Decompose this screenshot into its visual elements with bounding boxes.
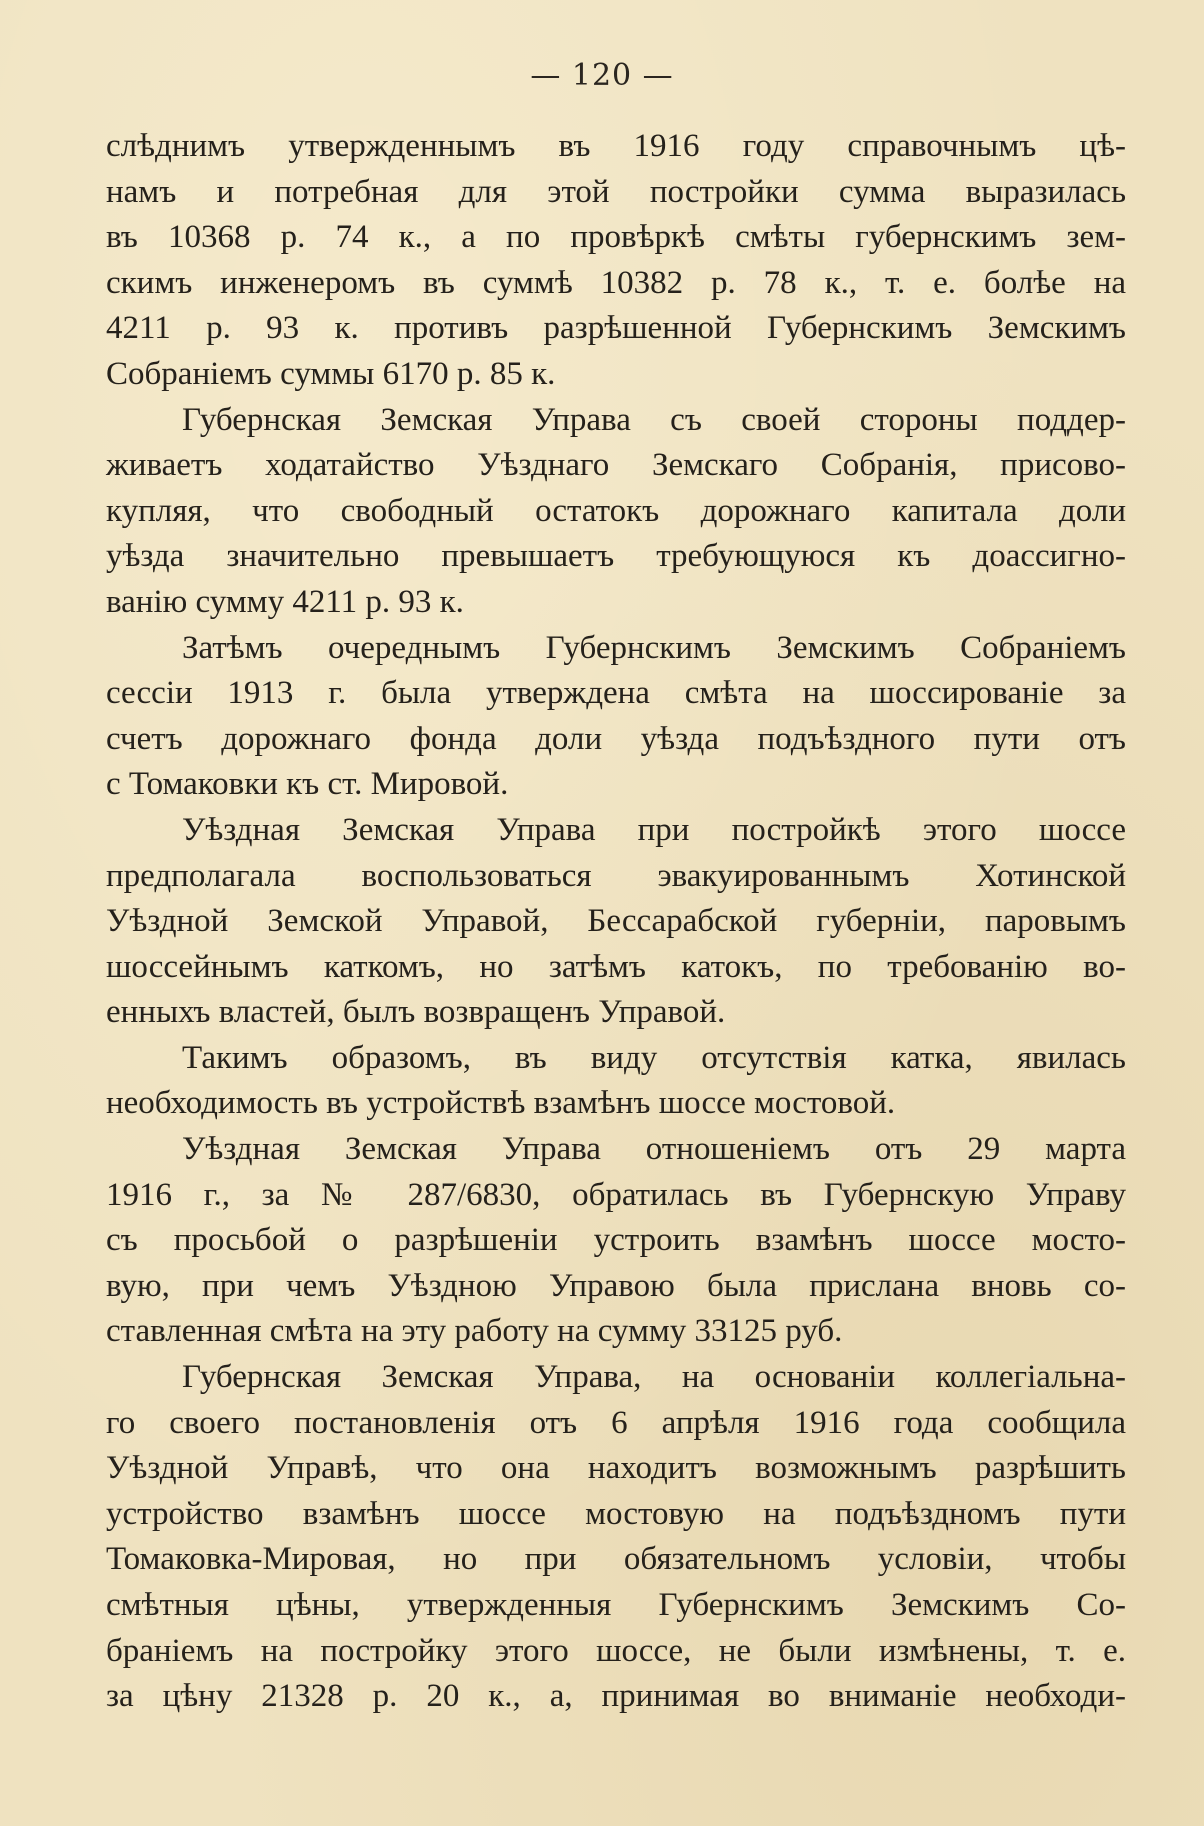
- text-line: смѣтныя цѣны, утвержденныя Губернскимъ Земскимъ Со-: [106, 1587, 1126, 1623]
- text-line: вую, при чемъ Уѣздною Управою была прислана вновь со-: [106, 1267, 1126, 1304]
- text-line: го своего постановленія отъ 6 апрѣля 1916 года сообщила: [106, 1404, 1126, 1441]
- text-line: Томаковка-Мировая, но при обязательномъ условіи, чтобы: [106, 1541, 1126, 1578]
- text-line: уѣзда значительно превышаетъ требующуюся къ доассигно-: [106, 538, 1126, 575]
- text-line: Уѣздной Управѣ, что она находитъ возможнымъ разрѣшить: [106, 1450, 1126, 1487]
- text-line: счетъ дорожнаго фонда доли уѣзда подъѣздного пути отъ: [106, 720, 1126, 757]
- paragraph: [106, 808, 1126, 1036]
- text-line: с Томаковки къ ст. Мировой.: [106, 766, 509, 803]
- text-line: 4211 р. 93 к. противъ разрѣшенной Губернскимъ Земскимъ: [106, 310, 1126, 347]
- text-line: сессіи 1913 г. была утверждена смѣта на шоссированіе за: [106, 675, 1126, 712]
- paragraph: [106, 124, 1126, 398]
- text-line: Уѣздной Земской Управой, Бессарабской губерніи, паровымъ: [106, 903, 1126, 940]
- text-line: слѣднимъ утвержденнымъ въ 1916 году справочнымъ цѣ-: [106, 128, 1126, 164]
- body-text: [106, 124, 1126, 1720]
- text-line: живаетъ ходатайство Уѣзднаго Земскаго Собранія, присово-: [106, 447, 1126, 484]
- text-line: браніемъ на постройку этого шоссе, не были измѣнены, т. е.: [106, 1632, 1126, 1669]
- paragraph: [106, 1127, 1126, 1355]
- text-line: намъ и потребная для этой постройки сумма выразилась: [106, 173, 1126, 210]
- paragraph: [106, 1036, 1126, 1127]
- text-line: необходимость въ устройствѣ взамѣнъ шоссе мостовой.: [106, 1085, 896, 1122]
- text-line: Такимъ образомъ, въ виду отсутствія катка, явилась: [182, 1039, 1126, 1076]
- text-line: скимъ инженеромъ въ суммѣ 10382 р. 78 к., т. е. болѣе на: [106, 264, 1126, 301]
- page-number: — 120 —: [530, 58, 674, 93]
- paragraph: [106, 398, 1126, 626]
- text-line: Затѣмъ очереднымъ Губернскимъ Земскимъ Собраніемъ: [182, 629, 1126, 666]
- text-line: Уѣздная Земская Управа отношеніемъ отъ 29 марта: [182, 1131, 1126, 1168]
- text-line: предполагала воспользоваться эвакуированнымъ Хотинской: [106, 857, 1126, 894]
- text-line: устройство взамѣнъ шоссе мостовую на подъѣздномъ пути: [106, 1495, 1126, 1532]
- text-line: шоссейнымъ каткомъ, но затѣмъ катокъ, по требованію во-: [106, 948, 1126, 985]
- paragraph: [106, 626, 1126, 808]
- text-line: съ просьбой о разрѣшеніи устроить взамѣнъ шоссе мосто-: [106, 1222, 1126, 1259]
- text-line: Уѣздная Земская Управа при постройкѣ этого шоссе: [182, 811, 1126, 848]
- text-line: ванію сумму 4211 р. 93 к.: [106, 583, 464, 620]
- text-line: енныхъ властей, былъ возвращенъ Управой.: [106, 994, 726, 1031]
- text-line: 1916 г., за № 287/6830, обратилась въ Губернскую Управу: [106, 1176, 1126, 1213]
- text-line: Собраніемъ суммы 6170 р. 85 к.: [106, 355, 556, 392]
- text-line: ставленная смѣта на эту работу на сумму 33125 руб.: [106, 1313, 843, 1350]
- paragraph: [106, 1355, 1126, 1720]
- text-line: Губернская Земская Управа съ своей стороны поддер-: [182, 401, 1126, 438]
- text-line: за цѣну 21328 р. 20 к., а, принимая во вниманіе необходи-: [106, 1678, 1126, 1715]
- text-line: въ 10368 р. 74 к., а по провѣркѣ смѣты губернскимъ зем-: [106, 219, 1126, 256]
- text-line: купляя, что свободный остатокъ дорожнаго капитала доли: [106, 492, 1126, 529]
- text-line: Губернская Земская Управа, на основаніи коллегіальна-: [182, 1359, 1126, 1396]
